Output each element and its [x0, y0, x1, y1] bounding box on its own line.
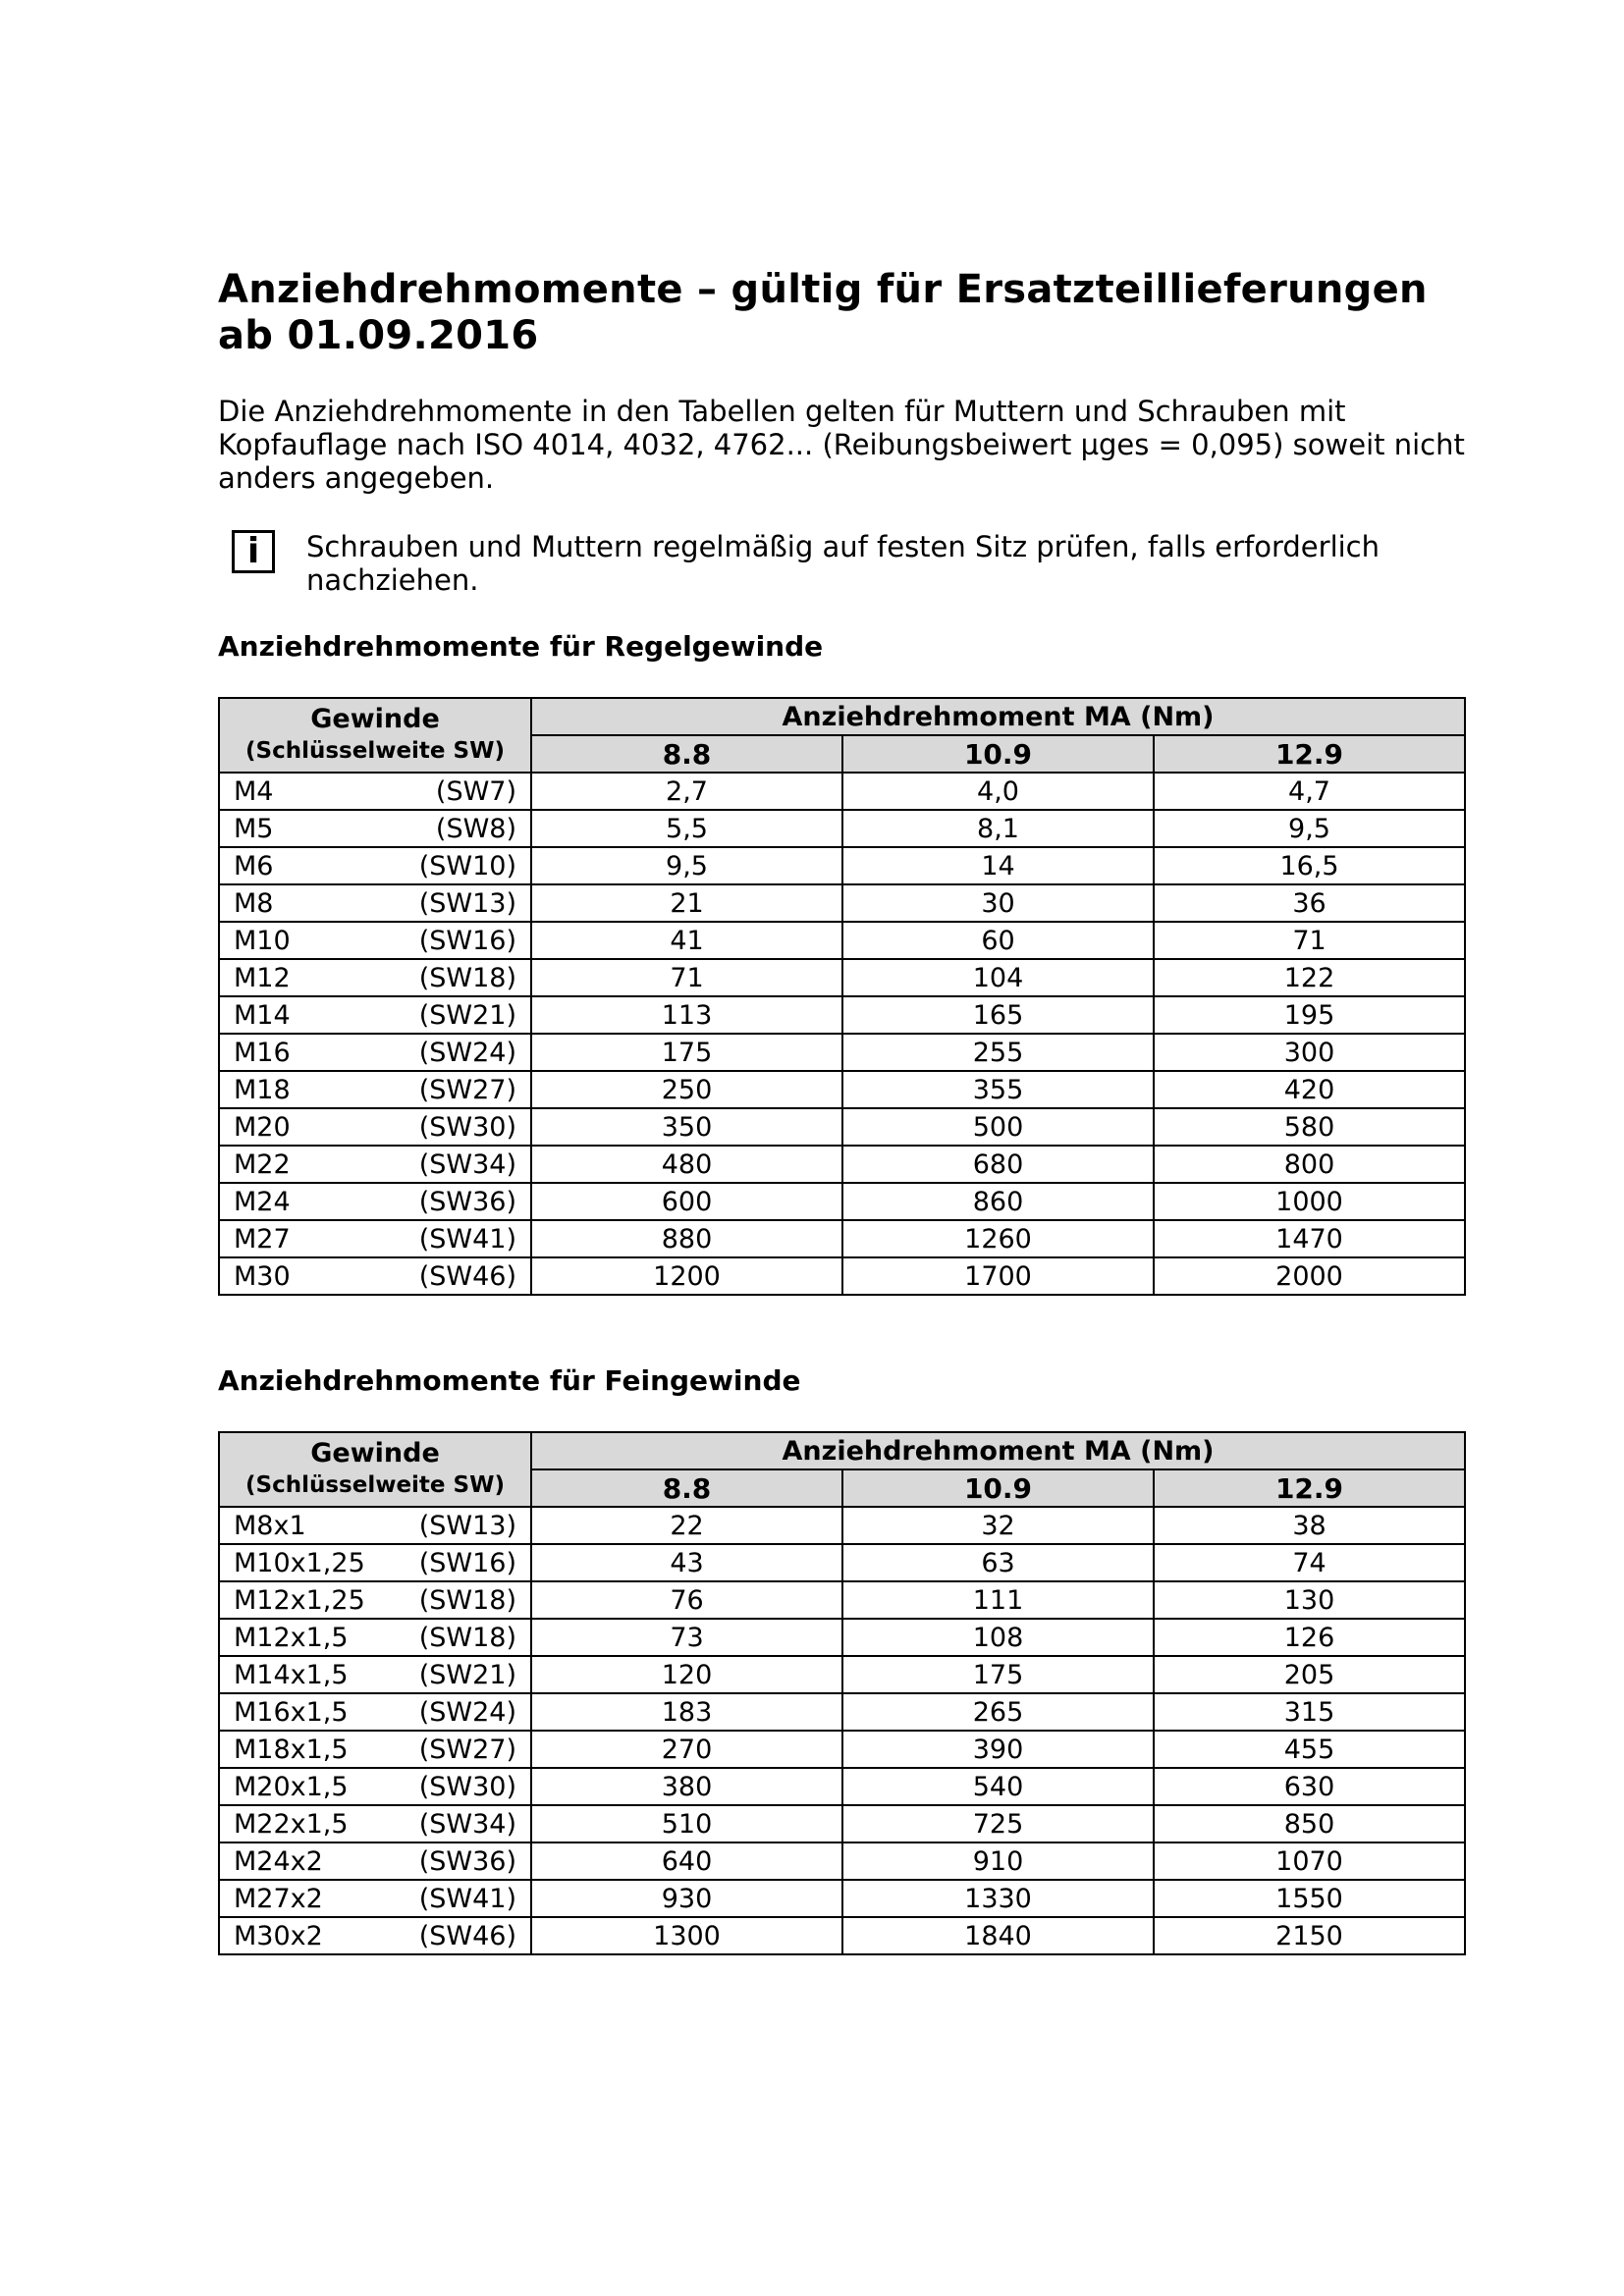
wrench-size: (SW24) — [418, 1696, 516, 1728]
wrench-size: (SW41) — [418, 1223, 516, 1255]
torque-value-cell: 38 — [1154, 1507, 1465, 1544]
torque-value-cell: 41 — [531, 922, 842, 959]
torque-value-cell: 108 — [842, 1619, 1154, 1656]
torque-value-cell: 315 — [1154, 1693, 1465, 1731]
table-row — [219, 1183, 1465, 1220]
col-header-grade: 8.8 — [531, 1469, 842, 1507]
torque-value-cell: 9,5 — [1154, 810, 1465, 847]
torque-value-cell: 390 — [842, 1731, 1154, 1768]
thread-cell — [219, 1619, 531, 1656]
torque-value-cell: 5,5 — [531, 810, 842, 847]
table-row — [219, 1507, 1465, 1544]
thread-size: M12x1,5 — [234, 1622, 349, 1653]
info-note: Schrauben und Muttern regelmäßig auf festen Sitz prüfen, falls erforderlich nachziehen. — [306, 530, 1380, 597]
torque-value-cell: 455 — [1154, 1731, 1465, 1768]
table-row — [219, 1257, 1465, 1295]
wrench-size: (SW13) — [418, 887, 516, 919]
thread-cell — [219, 1768, 531, 1805]
table-row — [219, 1731, 1465, 1768]
thread-size: M12 — [234, 962, 291, 993]
thread-cell — [219, 1220, 531, 1257]
torque-value-cell: 1300 — [531, 1917, 842, 1954]
thread-cell — [219, 959, 531, 996]
wrench-size: (SW18) — [418, 1622, 516, 1653]
torque-value-cell: 350 — [531, 1108, 842, 1146]
thread-size: M4 — [234, 775, 274, 807]
torque-value-cell: 2000 — [1154, 1257, 1465, 1295]
table-row — [219, 1581, 1465, 1619]
wrench-size: (SW27) — [418, 1734, 516, 1765]
wrench-size: (SW27) — [418, 1074, 516, 1105]
wrench-size: (SW16) — [418, 925, 516, 956]
table-row — [219, 1805, 1465, 1842]
torque-value-cell: 71 — [531, 959, 842, 996]
thread-cell — [219, 810, 531, 847]
thread-cell — [219, 1146, 531, 1183]
thread-size: M24 — [234, 1186, 291, 1217]
torque-value-cell: 60 — [842, 922, 1154, 959]
wrench-size: (SW34) — [418, 1148, 516, 1180]
table-row — [219, 773, 1465, 810]
thread-cell — [219, 1108, 531, 1146]
torque-value-cell: 2,7 — [531, 773, 842, 810]
col-header-torque-group: Anziehdrehmoment MA (Nm) — [531, 1432, 1465, 1469]
torque-value-cell: 250 — [531, 1071, 842, 1108]
torque-value-cell: 1470 — [1154, 1220, 1465, 1257]
torque-value-cell: 630 — [1154, 1768, 1465, 1805]
thread-cell — [219, 1581, 531, 1619]
torque-value-cell: 111 — [842, 1581, 1154, 1619]
torque-value-cell: 63 — [842, 1544, 1154, 1581]
table-row — [219, 1842, 1465, 1880]
wrench-size: (SW16) — [418, 1547, 516, 1578]
torque-value-cell: 73 — [531, 1619, 842, 1656]
thread-size: M8x1 — [234, 1510, 306, 1541]
wrench-size: (SW21) — [418, 999, 516, 1031]
table-row — [219, 1146, 1465, 1183]
thread-size: M24x2 — [234, 1845, 323, 1877]
thread-size: M22 — [234, 1148, 291, 1180]
table-row — [219, 1220, 1465, 1257]
torque-value-cell: 355 — [842, 1071, 1154, 1108]
wrench-size: (SW13) — [418, 1510, 516, 1541]
thread-size: M30 — [234, 1260, 291, 1292]
heading-feingewinde: Anziehdrehmomente für Feingewinde — [218, 1364, 801, 1397]
table-row — [219, 1693, 1465, 1731]
torque-value-cell: 1700 — [842, 1257, 1154, 1295]
wrench-size: (SW24) — [418, 1037, 516, 1068]
torque-value-cell: 76 — [531, 1581, 842, 1619]
thread-cell — [219, 1842, 531, 1880]
torque-value-cell: 9,5 — [531, 847, 842, 884]
torque-value-cell: 21 — [531, 884, 842, 922]
torque-value-cell: 800 — [1154, 1146, 1465, 1183]
torque-table-regelgewinde — [218, 697, 1466, 1296]
torque-value-cell: 4,7 — [1154, 773, 1465, 810]
table-row — [219, 922, 1465, 959]
col-header-grade: 10.9 — [842, 1469, 1154, 1507]
thread-cell — [219, 996, 531, 1034]
torque-value-cell: 43 — [531, 1544, 842, 1581]
table-row — [219, 1768, 1465, 1805]
col-header-torque-group: Anziehdrehmoment MA (Nm) — [531, 698, 1465, 735]
table-row — [219, 884, 1465, 922]
thread-cell — [219, 922, 531, 959]
torque-value-cell: 22 — [531, 1507, 842, 1544]
torque-value-cell: 420 — [1154, 1071, 1465, 1108]
torque-value-cell: 500 — [842, 1108, 1154, 1146]
torque-value-cell: 183 — [531, 1693, 842, 1731]
thread-size: M30x2 — [234, 1920, 323, 1951]
table-row — [219, 1880, 1465, 1917]
torque-value-cell: 16,5 — [1154, 847, 1465, 884]
wrench-size: (SW34) — [418, 1808, 516, 1840]
torque-value-cell: 1330 — [842, 1880, 1154, 1917]
thread-cell — [219, 1805, 531, 1842]
torque-value-cell: 880 — [531, 1220, 842, 1257]
col-header-gewinde: Gewinde (Schlüsselweite SW) — [219, 698, 531, 773]
col-header-grade: 10.9 — [842, 735, 1154, 773]
info-icon: i — [232, 530, 275, 573]
torque-value-cell: 1200 — [531, 1257, 842, 1295]
torque-value-cell: 600 — [531, 1183, 842, 1220]
table-row — [219, 1108, 1465, 1146]
thread-cell — [219, 1544, 531, 1581]
wrench-size: (SW10) — [418, 850, 516, 881]
torque-value-cell: 104 — [842, 959, 1154, 996]
table-row — [219, 1656, 1465, 1693]
torque-value-cell: 71 — [1154, 922, 1465, 959]
wrench-size: (SW18) — [418, 962, 516, 993]
wrench-size: (SW21) — [418, 1659, 516, 1690]
thread-size: M18 — [234, 1074, 291, 1105]
torque-value-cell: 130 — [1154, 1581, 1465, 1619]
thread-cell — [219, 1731, 531, 1768]
table-row — [219, 1071, 1465, 1108]
torque-value-cell: 480 — [531, 1146, 842, 1183]
torque-value-cell: 1260 — [842, 1220, 1154, 1257]
torque-value-cell: 74 — [1154, 1544, 1465, 1581]
thread-cell — [219, 1071, 531, 1108]
thread-cell — [219, 1693, 531, 1731]
thread-cell — [219, 1257, 531, 1295]
thread-size: M14 — [234, 999, 291, 1031]
torque-value-cell: 1000 — [1154, 1183, 1465, 1220]
torque-value-cell: 265 — [842, 1693, 1154, 1731]
thread-cell — [219, 1183, 531, 1220]
wrench-size: (SW46) — [418, 1920, 516, 1951]
torque-value-cell: 2150 — [1154, 1917, 1465, 1954]
wrench-size: (SW7) — [435, 775, 516, 807]
thread-cell — [219, 847, 531, 884]
thread-cell — [219, 1917, 531, 1954]
torque-value-cell: 580 — [1154, 1108, 1465, 1146]
table-row — [219, 996, 1465, 1034]
torque-value-cell: 270 — [531, 1731, 842, 1768]
intro-paragraph: Die Anziehdrehmomente in den Tabellen gelten für Muttern und Schrauben mit Kopfauflage nach ISO 4014, 4032, 4762... (Reibungsbeiwert µges = 0,095) soweit nicht anders angegeben. — [218, 395, 1465, 495]
thread-cell — [219, 1507, 531, 1544]
torque-value-cell: 680 — [842, 1146, 1154, 1183]
torque-value-cell: 860 — [842, 1183, 1154, 1220]
thread-size: M14x1,5 — [234, 1659, 349, 1690]
thread-cell — [219, 1034, 531, 1071]
torque-value-cell: 165 — [842, 996, 1154, 1034]
wrench-size: (SW36) — [418, 1845, 516, 1877]
torque-value-cell: 725 — [842, 1805, 1154, 1842]
thread-size: M27x2 — [234, 1883, 323, 1914]
thread-cell — [219, 773, 531, 810]
thread-size: M8 — [234, 887, 274, 919]
torque-value-cell: 113 — [531, 996, 842, 1034]
torque-value-cell: 205 — [1154, 1656, 1465, 1693]
torque-value-cell: 36 — [1154, 884, 1465, 922]
table-row — [219, 1544, 1465, 1581]
torque-value-cell: 195 — [1154, 996, 1465, 1034]
thread-cell — [219, 1880, 531, 1917]
col-header-grade: 8.8 — [531, 735, 842, 773]
table-row — [219, 810, 1465, 847]
wrench-size: (SW30) — [418, 1111, 516, 1143]
wrench-size: (SW41) — [418, 1883, 516, 1914]
torque-value-cell: 30 — [842, 884, 1154, 922]
thread-size: M16 — [234, 1037, 291, 1068]
torque-value-cell: 300 — [1154, 1034, 1465, 1071]
thread-cell — [219, 884, 531, 922]
torque-value-cell: 120 — [531, 1656, 842, 1693]
torque-value-cell: 4,0 — [842, 773, 1154, 810]
torque-value-cell: 510 — [531, 1805, 842, 1842]
torque-table-feingewinde — [218, 1431, 1466, 1955]
table-row — [219, 959, 1465, 996]
thread-size: M10 — [234, 925, 291, 956]
torque-value-cell: 122 — [1154, 959, 1465, 996]
thread-size: M20 — [234, 1111, 291, 1143]
thread-size: M20x1,5 — [234, 1771, 349, 1802]
torque-value-cell: 255 — [842, 1034, 1154, 1071]
torque-value-cell: 380 — [531, 1768, 842, 1805]
torque-value-cell: 850 — [1154, 1805, 1465, 1842]
thread-size: M12x1,25 — [234, 1584, 365, 1616]
page-title: Anziehdrehmomente – gültig für Ersatzteillieferungen ab 01.09.2016 — [218, 267, 1428, 358]
torque-value-cell: 1070 — [1154, 1842, 1465, 1880]
thread-size: M18x1,5 — [234, 1734, 349, 1765]
col-header-grade: 12.9 — [1154, 735, 1465, 773]
table-row — [219, 1917, 1465, 1954]
table-row — [219, 847, 1465, 884]
wrench-size: (SW30) — [418, 1771, 516, 1802]
wrench-size: (SW46) — [418, 1260, 516, 1292]
torque-value-cell: 32 — [842, 1507, 1154, 1544]
thread-size: M27 — [234, 1223, 291, 1255]
thread-size: M22x1,5 — [234, 1808, 349, 1840]
torque-value-cell: 540 — [842, 1768, 1154, 1805]
wrench-size: (SW18) — [418, 1584, 516, 1616]
col-header-grade: 12.9 — [1154, 1469, 1465, 1507]
torque-value-cell: 1550 — [1154, 1880, 1465, 1917]
torque-value-cell: 8,1 — [842, 810, 1154, 847]
thread-size: M10x1,25 — [234, 1547, 365, 1578]
thread-size: M16x1,5 — [234, 1696, 349, 1728]
torque-value-cell: 640 — [531, 1842, 842, 1880]
thread-size: M6 — [234, 850, 274, 881]
torque-value-cell: 175 — [531, 1034, 842, 1071]
wrench-size: (SW36) — [418, 1186, 516, 1217]
torque-value-cell: 175 — [842, 1656, 1154, 1693]
col-header-gewinde: Gewinde (Schlüsselweite SW) — [219, 1432, 531, 1507]
torque-value-cell: 126 — [1154, 1619, 1465, 1656]
torque-value-cell: 930 — [531, 1880, 842, 1917]
table-row — [219, 1619, 1465, 1656]
torque-value-cell: 14 — [842, 847, 1154, 884]
thread-size: M5 — [234, 813, 274, 844]
torque-value-cell: 1840 — [842, 1917, 1154, 1954]
wrench-size: (SW8) — [435, 813, 516, 844]
heading-regelgewinde: Anziehdrehmomente für Regelgewinde — [218, 630, 824, 663]
torque-value-cell: 910 — [842, 1842, 1154, 1880]
thread-cell — [219, 1656, 531, 1693]
table-row — [219, 1034, 1465, 1071]
